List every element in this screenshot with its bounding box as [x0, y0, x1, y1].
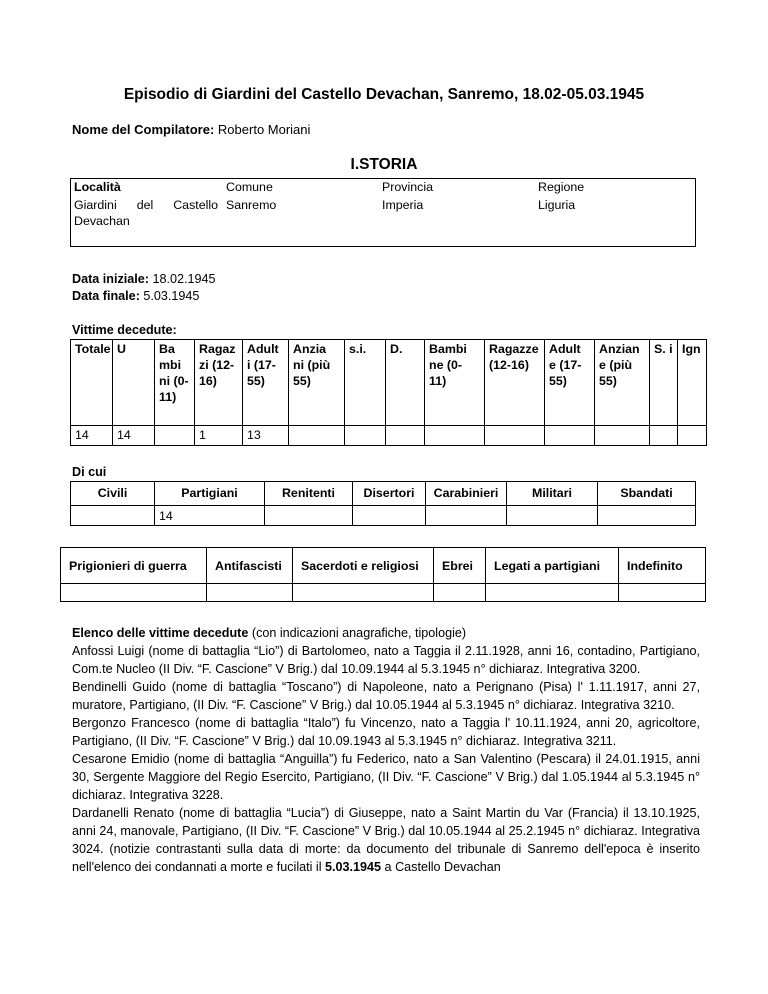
of-which-value-cell — [353, 506, 426, 526]
victims-value-cell — [678, 426, 707, 446]
victims-header-cell: Ign — [678, 340, 707, 426]
victims-list-heading-line — [72, 624, 700, 642]
victims-header-cell: s.i. — [345, 340, 386, 426]
victims-value-row — [71, 426, 707, 446]
start-date-value: 18.02.1945 — [152, 272, 216, 286]
location-value-localita: Giardini del Castello Devachan — [74, 198, 218, 228]
of-which-header-cell: Sbandati — [598, 482, 696, 506]
victims-value-cell — [485, 426, 545, 446]
victims-header-cell: Ba mbi ni (0- 11) — [155, 340, 195, 426]
of-which-header-cell: Civili — [71, 482, 155, 506]
prisoners-header-cell: Ebrei — [434, 548, 486, 584]
prisoners-header-cell: Legati a partigiani — [486, 548, 619, 584]
location-value-row — [70, 196, 696, 230]
start-date-label: Data iniziale: — [72, 272, 149, 286]
victims-value-cell — [595, 426, 650, 446]
of-which-header-cell: Militari — [507, 482, 598, 506]
location-value-provincia: Imperia — [382, 198, 424, 212]
of-which-table — [70, 481, 696, 526]
of-which-value-cell — [507, 506, 598, 526]
of-which-value-cell — [426, 506, 507, 526]
victims-header-cell: U — [113, 340, 155, 426]
of-which-label: Di cui — [72, 465, 107, 479]
prisoners-value-cell — [619, 584, 706, 602]
victims-list-heading: Elenco delle vittime decedute — [72, 626, 249, 640]
victims-header-cell: Ragaz zi (12- 16) — [195, 340, 243, 426]
end-date-line — [72, 288, 216, 305]
prisoners-header-cell: Sacerdoti e religiosi — [293, 548, 434, 584]
victims-value-cell — [289, 426, 345, 446]
victims-label: Vittime decedute: — [72, 323, 177, 337]
victim-entry: Bendinelli Guido (nome di battaglia “Toscano”) di Napoleone, nato a Perignano (Pisa) l' 1.11.1917, anni 27, muratore, Partigiano, (II Div. “F. Cascione” V Brig.) dal 10.05.1944 al 5.3.1945 n° dichiaraz. Integrativa 3210. — [72, 680, 700, 712]
victim-entry: Bergonzo Francesco (nome di battaglia “Italo”) fu Vincenzo, nato a Taggia l' 10.11.1924, anni 20, agricoltore, Partigiano, (II Div. “F. Cascione” V Brig.) dal 10.09.1943 al 5.3.1945 n° dichiaraz. Integrativa 3211. — [72, 716, 700, 748]
victims-value-cell — [155, 426, 195, 446]
prisoners-table — [60, 547, 706, 602]
prisoners-value-cell — [61, 584, 207, 602]
of-which-header-cell: Partigiani — [155, 482, 265, 506]
of-which-value-cell: 14 — [155, 506, 265, 526]
location-header-provincia: Provincia — [382, 180, 433, 194]
location-table — [70, 178, 696, 230]
prisoners-header-cell: Prigionieri di guerra — [61, 548, 207, 584]
end-date-label: Data finale: — [72, 289, 140, 303]
of-which-value-cell — [598, 506, 696, 526]
victims-value-cell — [345, 426, 386, 446]
compiler-line — [72, 122, 310, 137]
victims-header-cell: Adult e (17- 55) — [545, 340, 595, 426]
prisoners-header-cell: Antifascisti — [207, 548, 293, 584]
victims-value-cell — [545, 426, 595, 446]
prisoners-value-cell — [434, 584, 486, 602]
victims-header-cell: D. — [386, 340, 425, 426]
of-which-value-row — [71, 506, 696, 526]
start-date-line — [72, 271, 216, 288]
victim-entry-tail: a Castello Devachan — [381, 860, 501, 874]
location-value-regione: Liguria — [538, 198, 576, 212]
compiler-name: Roberto Moriani — [217, 122, 311, 137]
victims-header-cell: Bambi ne (0- 11) — [425, 340, 485, 426]
prisoners-header-cell: Indefinito — [619, 548, 706, 584]
victims-header-cell: Ragazze (12-16) — [485, 340, 545, 426]
of-which-header-cell: Renitenti — [265, 482, 353, 506]
location-header-comune: Comune — [226, 180, 273, 194]
victim-entry-date: 5.03.1945 — [325, 860, 382, 874]
document-title: Episodio di Giardini del Castello Devachan, Sanremo, 18.02-05.03.1945 — [123, 86, 645, 103]
victims-value-cell: 13 — [243, 426, 289, 446]
victim-entry: Anfossi Luigi (nome di battaglia “Lio”) di Bartolomeo, nato a Taggia il 2.11.1928, anni 16, contadino, Partigiano, Com.te Nucleo (II Div. “F. Cascione” V Brig.) dal 10.09.1944 al 5.3.1945 n° dichiaraz. Integrativa 3200. — [72, 644, 700, 676]
compiler-label: Nome del Compilatore: — [72, 122, 215, 137]
location-header-row — [70, 178, 696, 196]
victims-table — [70, 339, 707, 446]
victims-header-cell: Anzia ni (più 55) — [289, 340, 345, 426]
prisoners-value-cell — [486, 584, 619, 602]
victim-entry: Cesarone Emidio (nome di battaglia “Anguilla”) fu Federico, nato a San Valentino (Pescara) il 24.01.1915, anni 30, Sergente Maggiore del Regio Esercito, Partigiano, (II Div. “F. Cascione” V Brig.) dal 1.05.1944 al 5.3.1945 n° dichiaraz. Integrativa 3228. — [72, 752, 700, 802]
section-heading: I.STORIA — [350, 156, 418, 173]
end-date-value: 5.03.1945 — [143, 289, 200, 303]
of-which-value-cell — [265, 506, 353, 526]
of-which-value-cell — [71, 506, 155, 526]
dates-block — [72, 271, 216, 305]
victims-value-cell — [650, 426, 678, 446]
victim-entry-text: Dardanelli Renato (nome di battaglia “Lucia”) di Giuseppe, nato a Saint Martin du Var (Francia) il 13.10.1925, anni 24, manovale, Partigiano, (II Div. “F. Cascione” V Brig.) dal 10.05.1944 al 25.2.1945 n° dichiaraz. Integrativa 3024. (notizie contrastanti sulla data di morte: da documento del tribunale di Sanremo dell'epoca è inserito nell'elenco dei condannati a morte e fucilati il — [72, 806, 700, 874]
prisoners-value-cell — [207, 584, 293, 602]
location-header-localita: Località — [74, 180, 121, 194]
victims-value-cell: 1 — [195, 426, 243, 446]
victims-value-cell: 14 — [113, 426, 155, 446]
victims-header-cell: Anzian e (più 55) — [595, 340, 650, 426]
victims-value-cell: 14 — [71, 426, 113, 446]
victims-value-cell — [386, 426, 425, 446]
victims-list-heading-note: (con indicazioni anagrafiche, tipologie) — [248, 626, 467, 640]
victims-header-row — [71, 340, 707, 426]
of-which-header-cell: Disertori — [353, 482, 426, 506]
of-which-header-cell: Carabinieri — [426, 482, 507, 506]
of-which-header-row — [71, 482, 696, 506]
prisoners-header-row — [61, 548, 706, 584]
victims-header-cell: S. i — [650, 340, 678, 426]
location-value-comune: Sanremo — [226, 198, 277, 212]
victims-header-cell: Totale — [71, 340, 113, 426]
victims-list — [72, 624, 700, 876]
location-header-regione: Regione — [538, 180, 585, 194]
victims-value-cell — [425, 426, 485, 446]
prisoners-value-row — [61, 584, 706, 602]
victims-header-cell: Adult i (17- 55) — [243, 340, 289, 426]
prisoners-value-cell — [293, 584, 434, 602]
victim-entry — [72, 804, 700, 876]
